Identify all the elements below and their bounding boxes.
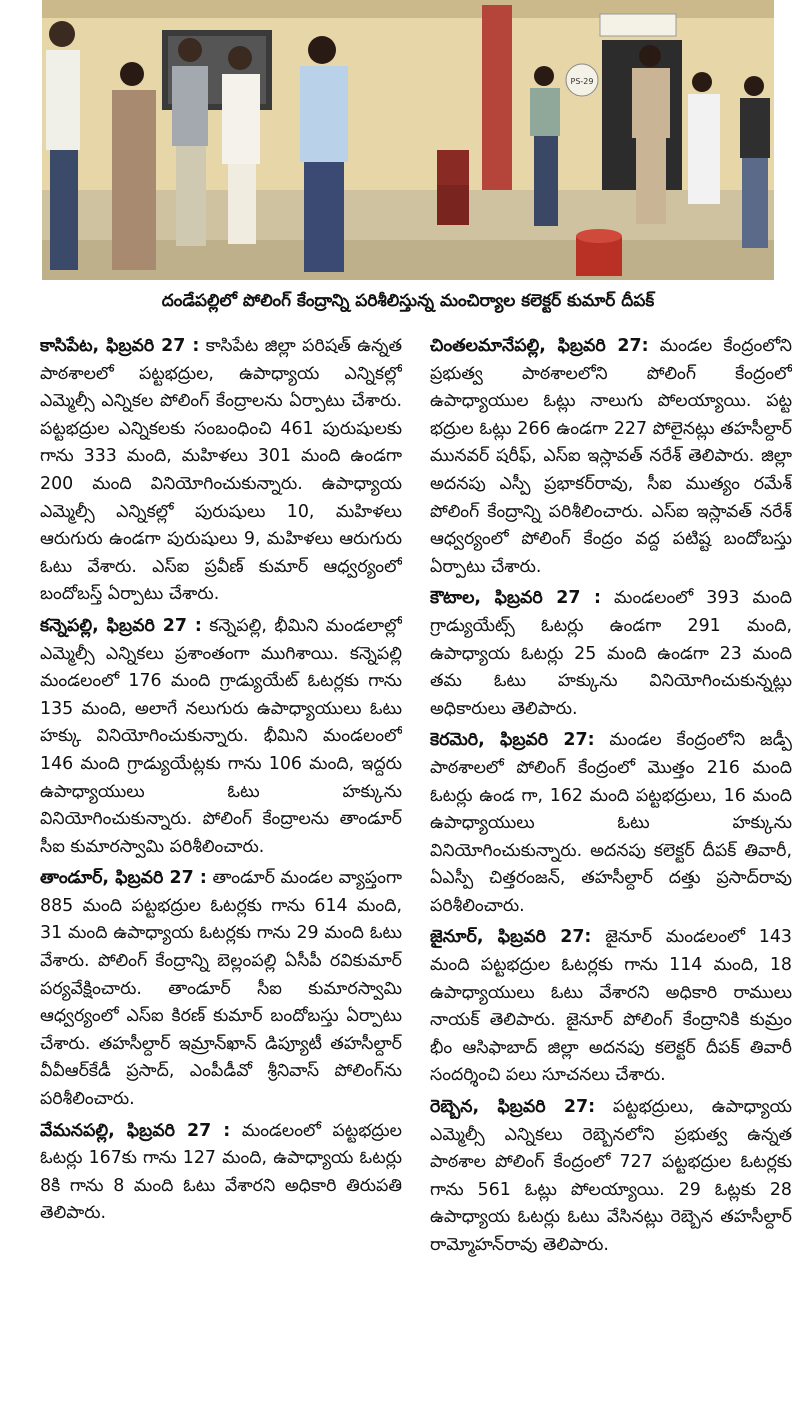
- news-item: [430, 333, 792, 581]
- news-body: పట్టభద్రులు, ఉపాధ్యాయ ఎమ్మెల్సీ ఎన్నికలు రెబ్బెనలోని ప్రభుత్వ ఉన్నత పాఠశాల పోలింగ్ కేంద్రంలో 727 పట్టభద్రుల ఓటర్లకు గాను 561 ఓట్లు పోలయ్యాయి. 29 ఓట్లకు 28 ఉపాధ్యాయ ఓటర్లు ఓటు వేసినట్లు రెబ్బెన తహసీల్దార్ రామ్మోహన్‌రావు తెలిపారు.: [430, 1097, 792, 1255]
- article-column-left: [40, 333, 402, 1406]
- dateline: కౌటాల, ఫిబ్రవరి 27 :: [430, 588, 601, 609]
- dateline: జైనూర్, ఫిబ్రవరి 27:: [430, 927, 592, 948]
- news-body: జైనూర్ మండలంలో 143 మంది పట్టభద్రుల ఓటర్లకు గాను 114 మంది, 18 ఉపాధ్యాయులు ఓటు వేశారని అధికారి రాములు నాయక్ తెలిపారు. జైనూర్ పోలింగ్ కేంద్రానికి కుమ్రం భీం ఆసిఫాబాద్ జిల్లా అదనపు కలెక్టర్ దీపక్ తివారీ సందర్శించి పలు సూచనలు చేశారు.: [430, 927, 792, 1086]
- news-body: మండల కేంద్రంలోని జడ్పీ పాఠశాలలో పోలింగ్ కేంద్రంలో మొత్తం 216 మంది ఓటర్లు ఉండ గా, 162 మంది పట్టభద్రులు, 16 మంది ఉపాధ్యాయులు ఓటు హక్కును వినియోగించుకున్నారు. అదనపు కలెక్టర్ దీపక్ తివారీ, ఏఎస్పీ చిత్తరంజన్, తహసీల్దార్ దత్తు ప్రసాద్‌రావు పరిశీలించారు.: [430, 730, 792, 916]
- news-item: [430, 924, 792, 1090]
- sign-text: PS-29: [570, 77, 594, 86]
- news-item: [40, 865, 402, 1113]
- dateline: కెరమెరి, ఫిబ్రవరి 27:: [430, 730, 595, 751]
- news-item: [430, 585, 792, 723]
- news-item: [430, 1094, 792, 1260]
- news-body: తాండూర్ మండల వ్యాప్తంగా 885 మంది పట్టభద్రుల ఓటర్లకు గాను 614 మంది, 31 మంది ఉపాధ్యాయ ఓటర్లకు గాను 29 మంది ఓటు వేశారు. పోలింగ్ కేంద్రాన్ని బెల్లంపల్లి ఏసీపీ రవికుమార్ పర్యవేక్షించారు. తాండూర్ సీఐ కుమారస్వామి ఆధ్వర్యంలో ఎస్ఐ కిరణ్ కుమార్ బందోబస్తు ఏర్పాటు చేశారు. తహసీల్దార్ ఇమ్రాన్‌ఖాన్ డిప్యూటీ తహసీల్దార్ వీవీఆర్‌కేడీ ప్రసాద్, ఎంపీడీవో శ్రీనివాస్ పోలింగ్‌ను పరిశీలించారు.: [40, 868, 402, 1110]
- photo-caption: దండేపల్లిలో పోలింగ్ కేంద్రాన్ని పరిశీలిస్తున్న మంచిర్యాల కలెక్టర్ కుమార్ దీపక్: [161, 291, 655, 311]
- news-item: [40, 613, 402, 861]
- article-column-right: [430, 333, 792, 1406]
- photo-scene: [42, 0, 774, 280]
- dateline: తాండూర్, ఫిబ్రవరి 27 :: [40, 868, 207, 889]
- dateline: రెబ్బెన, ఫిబ్రవరి 27:: [430, 1097, 596, 1118]
- news-body: మండల కేంద్రంలోని ప్రభుత్వ పాఠశాలలోని పోలింగ్ కేంద్రంలో ఉపాధ్యాయుల ఓట్లు నాలుగు పోలయ్యాయి. పట్ట భద్రుల ఓట్లు 266 ఉండగా 227 పోలైనట్లు తహసీల్దార్ మునవర్ షరీఫ్, ఎస్ఐ ఇస్లావత్ నరేశ్ తెలిపారు. జిల్లా అదనపు ఎస్పీ ప్రభాకర్‌రావు, సీఐ ముత్యం రమేశ్ పోలింగ్ కేంద్రాన్ని పరిశీలించారు. ఎస్ఐ ఇస్లావత్ నరేశ్ ఆధ్వర్యంలో పోలింగ్ కేంద్రం వద్ద పటిష్ట బందోబస్తు ఏర్పాటు చేశారు.: [430, 336, 792, 577]
- news-photo: [42, 0, 774, 280]
- news-body: కాసిపేట జిల్లా పరిషత్ ఉన్నత పాఠశాలలో పట్టభద్రుల, ఉపాధ్యాయ ఎన్నికల్లో ఎమ్మెల్సీ ఎన్నికల పోలింగ్ కేంద్రాలను ఏర్పాటు చేశారు. పట్టభద్రుల ఎన్నికలకు సంబంధించి 461 పురుషులకు గాను 333 మంది, మహిళలు 301 మంది ఉండగా 200 మంది వినియోగించుకున్నారు. ఉపాధ్యాయ ఎమ్మెల్సీ ఎన్నికల్లో పురుషులు 10, మహిళలు ఆరుగురు ఉండగా పురుషులు 9, మహిళలు ఆరుగురు ఓటు వేశారు. ఎస్ఐ ప్రవీణ్ కుమార్ ఆధ్వర్యంలో బందోబస్త్ ఏర్పాటు చేశారు.: [40, 336, 402, 605]
- dateline: వేమనపల్లి, ఫిబ్రవరి 27 :: [40, 1120, 231, 1141]
- news-body: మండలంలో 393 మంది గ్రాడ్యుయేట్స్ ఓటర్లు ఉండగా 291 మంది, ఉపాధ్యాయ ఓటర్లు 25 మంది ఉండగా 23 మంది తమ ఓటు హక్కును వినియోగించుకున్నట్లు అధికారులు తెలిపారు.: [430, 588, 792, 719]
- dateline: చింతలమానేపల్లి, ఫిబ్రవరి 27:: [430, 336, 649, 356]
- news-item: [430, 727, 792, 920]
- news-item: [40, 333, 402, 609]
- dateline: కన్నెపల్లి, ఫిబ్రవరి 27 :: [40, 615, 202, 636]
- news-body: కన్నెపల్లి, భీమిని మండలాల్లో ఎమ్మెల్సీ ఎన్నికలు ప్రశాంతంగా ముగిశాయి. కన్నెపల్లి మండలంలో 176 మంది గ్రాడ్యుయేట్ ఓటర్లకు గాను 135 మంది, అలాగే నలుగురు ఉపాధ్యాయులు ఓటు హక్కు వినియోగించుకున్నారు. భీమిని మండలంలో 146 మంది గ్రాడ్యుయేట్లకు గాను 106 మంది, ఇద్దరు ఉపాధ్యాయులు ఓటు హక్కును వినియోగించుకున్నారు. పోలింగ్ కేంద్రాలను తాండూర్ సీఐ కుమారస్వామి పరిశీలించారు.: [40, 615, 402, 857]
- dateline: కాసిపేట, ఫిబ్రవరి 27 :: [40, 336, 200, 356]
- news-item: [40, 1118, 402, 1228]
- news-body: మండలంలో పట్టభద్రుల ఓటర్లు 167కు గాను 127 మంది, ఉపాధ్యాయ ఓటర్లు 8కి గాను 8 మంది ఓటు వేశారని అధికారి తిరుపతి తెలిపారు.: [40, 1120, 402, 1224]
